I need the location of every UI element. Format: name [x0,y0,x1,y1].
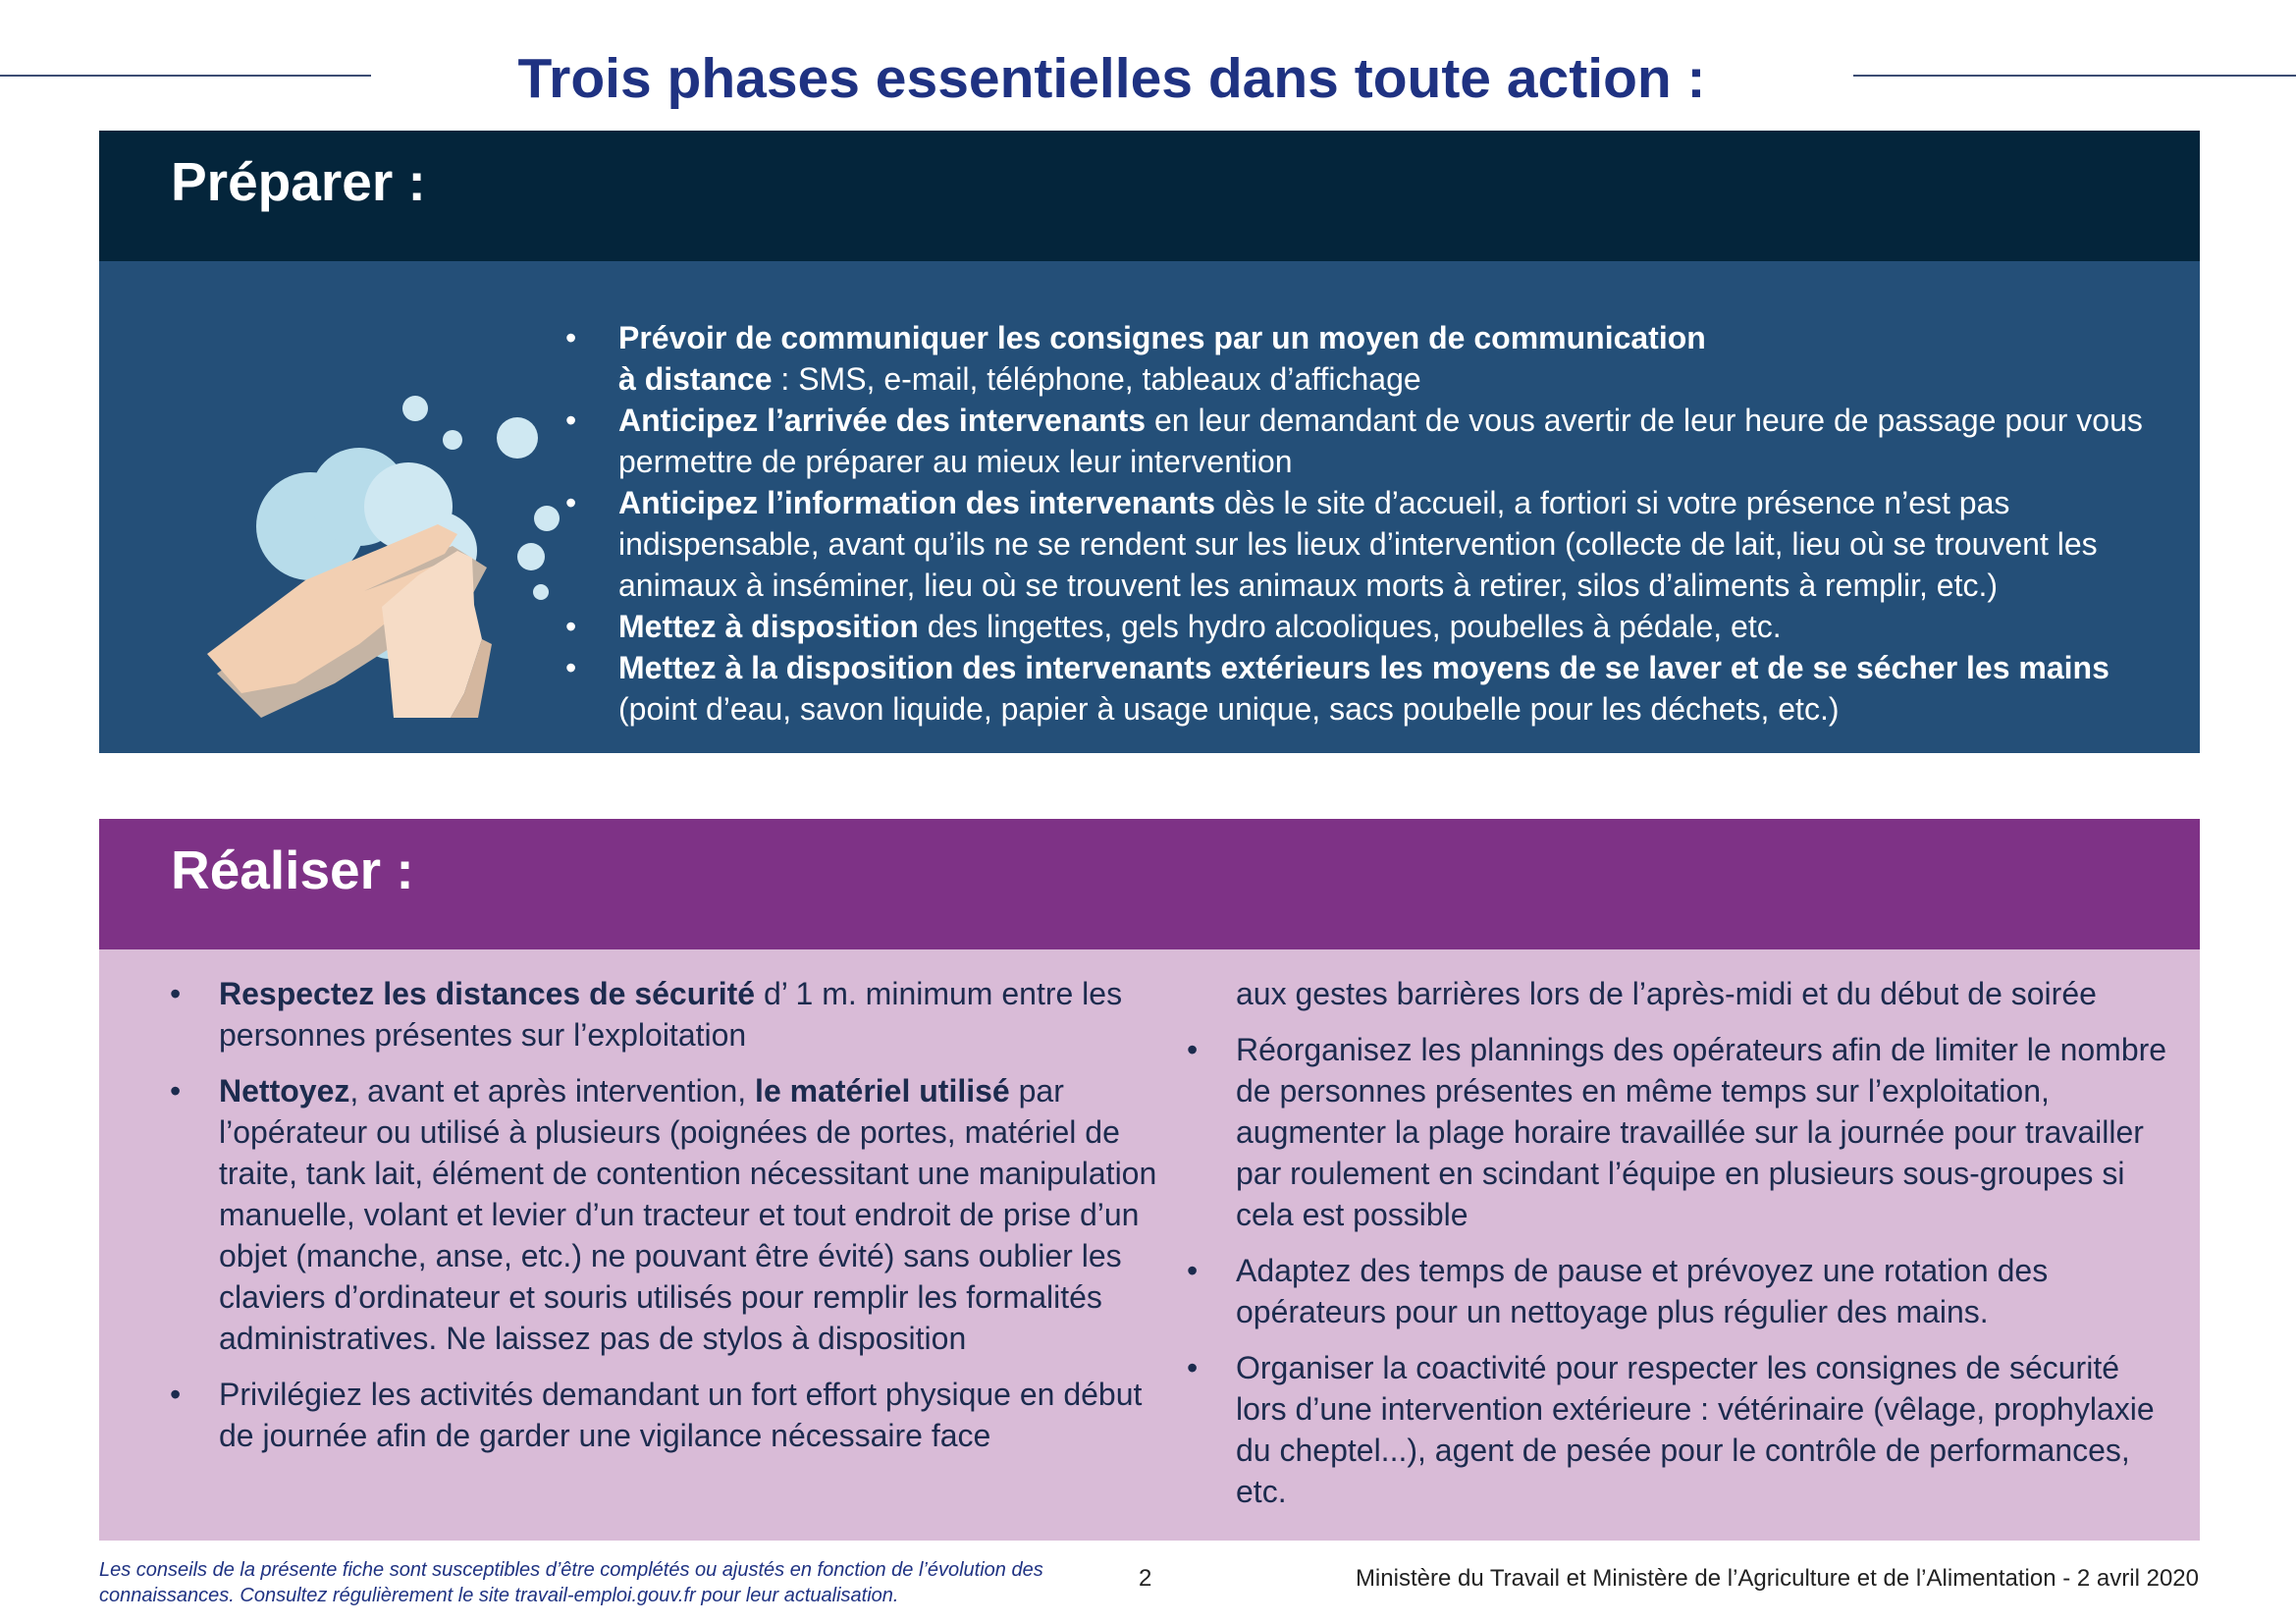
item-text: Organiser la coactivité pour respecter les consignes de sécurité lors d’une intervention extérieure : vétérinaire (vêlage, prophylaxie du cheptel...), agent de pesée pour le contrôle de performances, etc. [1236,1350,2155,1509]
list-item [565,400,2175,482]
item-text: , avant et après intervention, [349,1073,756,1109]
item-bold-text: Anticipez l’arrivée des intervenants [618,403,1147,438]
list-item [170,1070,1181,1359]
realize-heading: Réaliser : [171,839,414,900]
list-item [565,317,2175,400]
footer-disclaimer: Les conseils de la présente fiche sont susceptibles d’être complétés ou ajustés en fonction de l’évolution des connaissances. Consultez régulièrement le site travail-emploi.gouv.fr pour leur actualisation. [99,1559,1043,1606]
footer-ministry: Ministère du Travail et Ministère de l’Agriculture et de l’Alimentation - 2 avril 2020 [1355,1565,2199,1592]
list-item [565,482,2175,606]
prepare-header [99,131,2200,261]
list-item [170,973,1181,1056]
item-text: en leur demandant de vous avertir de leur heure de passage pour vous permettre de préparer au mieux leur intervention [618,403,2143,479]
page-number: 2 [1139,1565,1152,1592]
item-text: aux gestes barrières lors de l’après-midi et du début de soirée [1236,976,2097,1011]
page-title: Trois phases essentielles dans toute action : [517,47,1706,110]
title-rule-right [1853,75,2296,77]
item-bold-text: Prévoir de communiquer les consignes par un moyen de communication [618,320,1706,355]
realize-list-left [170,973,1181,1471]
item-text: d’ 1 m. minimum entre les personnes présentes sur l’exploitation [219,976,1123,1053]
list-item [1187,1029,2178,1235]
item-bold-text: Respectez les distances de sécurité [219,976,756,1011]
item-text: Adaptez des temps de pause et prévoyez une rotation des opérateurs pour un nettoyage plus régulier des mains. [1236,1253,2049,1329]
item-bold-text: à distance [618,361,773,397]
item-text: (point d’eau, savon liquide, papier à usage unique, sacs poubelle pour les déchets, etc.) [618,691,1840,727]
title-rule-left [0,75,371,77]
prepare-heading: Préparer : [171,151,426,212]
list-item [1187,1250,2178,1332]
item-bold-text: Mettez à disposition [618,609,919,644]
prepare-list [565,317,2175,730]
item-bold-text: Nettoyez [219,1073,350,1109]
realize-header [99,819,2200,949]
realize-list-right [1187,973,2178,1527]
handwashing-icon [187,350,580,723]
list-item [565,647,2175,730]
list-item-continuation [1187,973,2178,1014]
item-text: Réorganisez les plannings des opérateurs afin de limiter le nombre de personnes présentes en même temps sur l’exploitation, augmenter la plage horaire travaillée sur la journée pour travailler par roulement en scindant l’équipe en plusieurs sous-groupes si cela est possible [1236,1032,2167,1232]
list-item [170,1374,1181,1456]
list-item [565,606,2175,647]
item-bold-text: Mettez à la disposition des intervenants extérieurs les moyens de se laver et de se sécher les mains [618,650,2109,685]
item-text: des lingettes, gels hydro alcooliques, poubelles à pédale, etc. [918,609,1782,644]
item-text: : SMS, e-mail, téléphone, tableaux d’affichage [772,361,1421,397]
realize-body [99,949,2200,1541]
item-bold-text: le matériel utilisé [755,1073,1010,1109]
item-bold-text: Anticipez l’information des intervenants [618,485,1216,520]
item-text: par l’opérateur ou utilisé à plusieurs (poignées de portes, matériel de traite, tank lait, élément de contention nécessitant une manipulation manuelle, volant et levier d’un tracteur et tout endroit de prise d’un objet (manche, anse, etc.) ne pouvant être évité) sans oublier les claviers d’ordinateur et souris utilisés pour remplir les formalités administratives. Ne laissez pas de stylos à disposition [219,1073,1157,1356]
item-text: Privilégiez les activités demandant un fort effort physique en début de journée afin de garder une vigilance nécessaire face [219,1377,1143,1453]
prepare-body [99,261,2200,753]
item-text: dès le site d’accueil, a fortiori si votre présence n’est pas indispensable, avant qu’ils ne se rendent sur les lieux d’intervention (collecte de lait, lieu où se trouvent les animaux à inséminer, lieu où se trouvent les animaux morts à retirer, silos d’aliments à remplir, etc.) [618,485,2098,603]
list-item [1187,1347,2178,1512]
